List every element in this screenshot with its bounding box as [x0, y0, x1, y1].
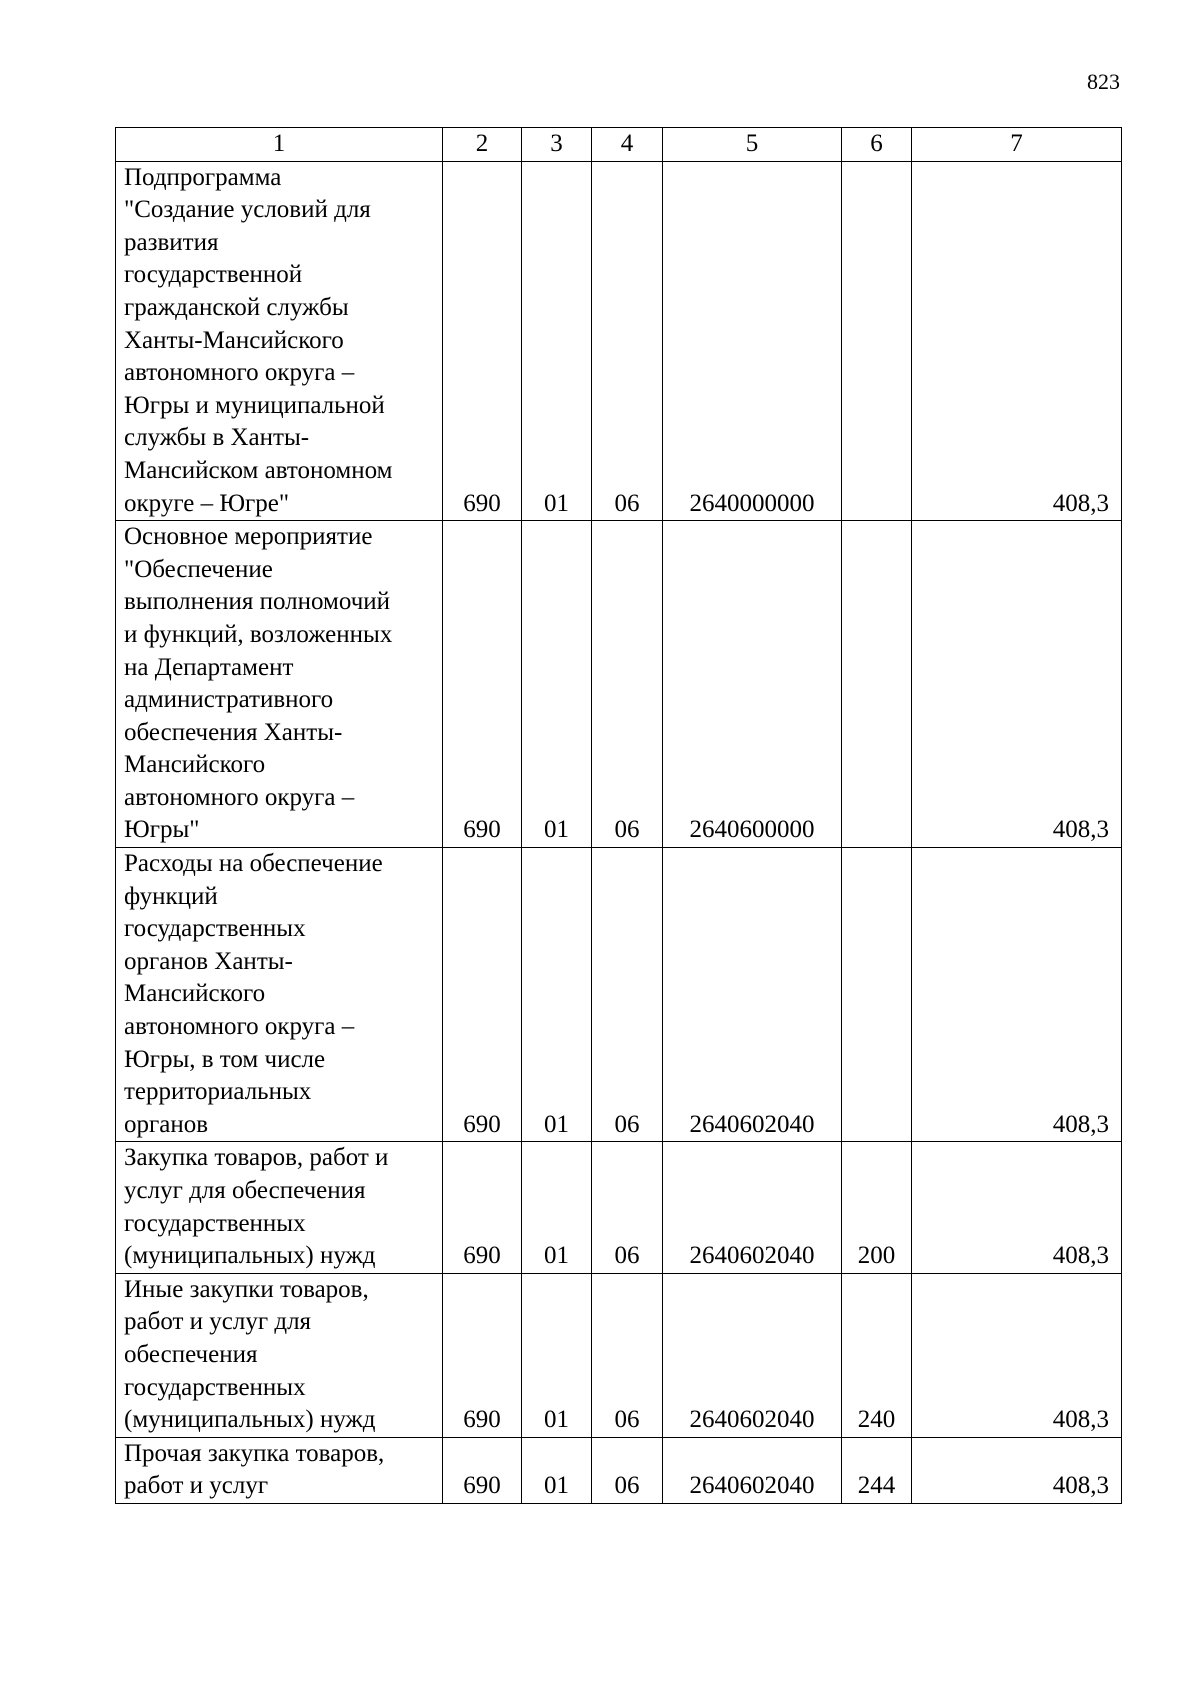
row-name-line: (муниципальных) нужд: [124, 1406, 376, 1434]
section-code-cell: 01: [522, 521, 592, 848]
row-name-line: и функций, возложенных: [124, 620, 393, 648]
amount-cell: 408,3: [912, 1437, 1122, 1503]
row-name-line: Мансийском автономном: [124, 456, 393, 484]
section-code-cell: 01: [522, 161, 592, 521]
target-code-cell: 2640602040: [663, 1437, 842, 1503]
expense-type-cell: [842, 848, 912, 1142]
row-name-line: Югры": [124, 816, 200, 844]
target-code-cell: 2640602040: [663, 1142, 842, 1273]
amount-cell: 408,3: [912, 1142, 1122, 1273]
target-code-cell: 2640602040: [663, 1273, 842, 1437]
subsection-code-cell: 06: [592, 1437, 663, 1503]
row-name-line: Подпрограмма: [124, 163, 282, 191]
row-name-line: работ и услуг: [124, 1472, 269, 1500]
row-name-line: Основное мероприятие: [124, 523, 373, 551]
row-name-line: государственной: [124, 261, 303, 289]
table-row: [116, 161, 1122, 521]
column-header: 5: [663, 128, 842, 162]
row-name-line: на Департамент: [124, 653, 294, 681]
row-name-line: (муниципальных) нужд: [124, 1242, 376, 1270]
admin-code-cell: 690: [443, 848, 522, 1142]
row-name-line: Расходы на обеспечение: [124, 850, 383, 878]
row-name-line: государственных: [124, 915, 306, 943]
row-name-line: Прочая закупка товаров,: [124, 1439, 385, 1467]
row-name-line: автономного округа –: [124, 359, 355, 387]
table-row: [116, 1142, 1122, 1273]
section-code-cell: 01: [522, 1273, 592, 1437]
expense-type-cell: 200: [842, 1142, 912, 1273]
amount-cell: 408,3: [912, 848, 1122, 1142]
target-code-cell: 2640600000: [663, 521, 842, 848]
row-name-line: "Создание условий для: [124, 196, 371, 224]
table-row: [116, 848, 1122, 1142]
table-row: [116, 521, 1122, 848]
admin-code-cell: 690: [443, 521, 522, 848]
row-name-cell: [116, 1142, 443, 1273]
section-code-cell: 01: [522, 1142, 592, 1273]
page-number: 823: [1087, 69, 1120, 94]
row-name-line: органов Ханты-: [124, 947, 293, 975]
row-name-line: округе – Югре": [124, 489, 290, 517]
column-header: 1: [116, 128, 443, 162]
expense-type-cell: 244: [842, 1437, 912, 1503]
amount-cell: 408,3: [912, 521, 1122, 848]
expense-type-cell: [842, 161, 912, 521]
target-code-cell: 2640602040: [663, 848, 842, 1142]
admin-code-cell: 690: [443, 1437, 522, 1503]
row-name-line: государственных: [124, 1209, 306, 1237]
column-header: 7: [912, 128, 1122, 162]
row-name-line: административного: [124, 686, 334, 714]
subsection-code-cell: 06: [592, 521, 663, 848]
row-name-line: гражданской службы: [124, 293, 349, 321]
row-name-line: автономного округа –: [124, 783, 355, 811]
subsection-code-cell: 06: [592, 1273, 663, 1437]
row-name-line: обеспечения Ханты-: [124, 718, 343, 746]
row-name-line: Югры и муниципальной: [124, 391, 385, 419]
subsection-code-cell: 06: [592, 161, 663, 521]
row-name-line: Ханты-Мансийского: [124, 326, 344, 354]
row-name-line: службы в Ханты-: [124, 424, 310, 452]
column-header: 2: [443, 128, 522, 162]
budget-table: [115, 127, 1122, 1504]
row-name-line: Иные закупки товаров,: [124, 1275, 369, 1303]
row-name-line: органов: [124, 1110, 209, 1138]
row-name-cell: [116, 848, 443, 1142]
row-name-line: Мансийского: [124, 751, 266, 779]
row-name-line: территориальных: [124, 1078, 312, 1106]
section-code-cell: 01: [522, 1437, 592, 1503]
row-name-cell: [116, 1437, 443, 1503]
row-name-line: Закупка товаров, работ и: [124, 1144, 389, 1172]
subsection-code-cell: 06: [592, 848, 663, 1142]
row-name-cell: [116, 521, 443, 848]
row-name-line: выполнения полномочий: [124, 588, 391, 616]
row-name-cell: [116, 1273, 443, 1437]
table-header-row: [116, 128, 1122, 162]
amount-cell: 408,3: [912, 1273, 1122, 1437]
table-row: [116, 1437, 1122, 1503]
expense-type-cell: 240: [842, 1273, 912, 1437]
amount-cell: 408,3: [912, 161, 1122, 521]
admin-code-cell: 690: [443, 161, 522, 521]
row-name-line: государственных: [124, 1373, 306, 1401]
row-name-line: работ и услуг для: [124, 1308, 312, 1336]
expense-type-cell: [842, 521, 912, 848]
column-header: 6: [842, 128, 912, 162]
row-name-line: "Обеспечение: [124, 555, 273, 583]
row-name-cell: [116, 161, 443, 521]
row-name-line: Югры, в том числе: [124, 1045, 326, 1073]
column-header: 4: [592, 128, 663, 162]
column-header: 3: [522, 128, 592, 162]
row-name-line: развития: [124, 228, 219, 256]
row-name-line: Мансийского: [124, 980, 266, 1008]
subsection-code-cell: 06: [592, 1142, 663, 1273]
section-code-cell: 01: [522, 848, 592, 1142]
row-name-line: автономного округа –: [124, 1013, 355, 1041]
row-name-line: обеспечения: [124, 1340, 258, 1368]
row-name-line: функций: [124, 882, 218, 910]
target-code-cell: 2640000000: [663, 161, 842, 521]
row-name-line: услуг для обеспечения: [124, 1177, 366, 1204]
table-row: [116, 1273, 1122, 1437]
admin-code-cell: 690: [443, 1142, 522, 1273]
admin-code-cell: 690: [443, 1273, 522, 1437]
